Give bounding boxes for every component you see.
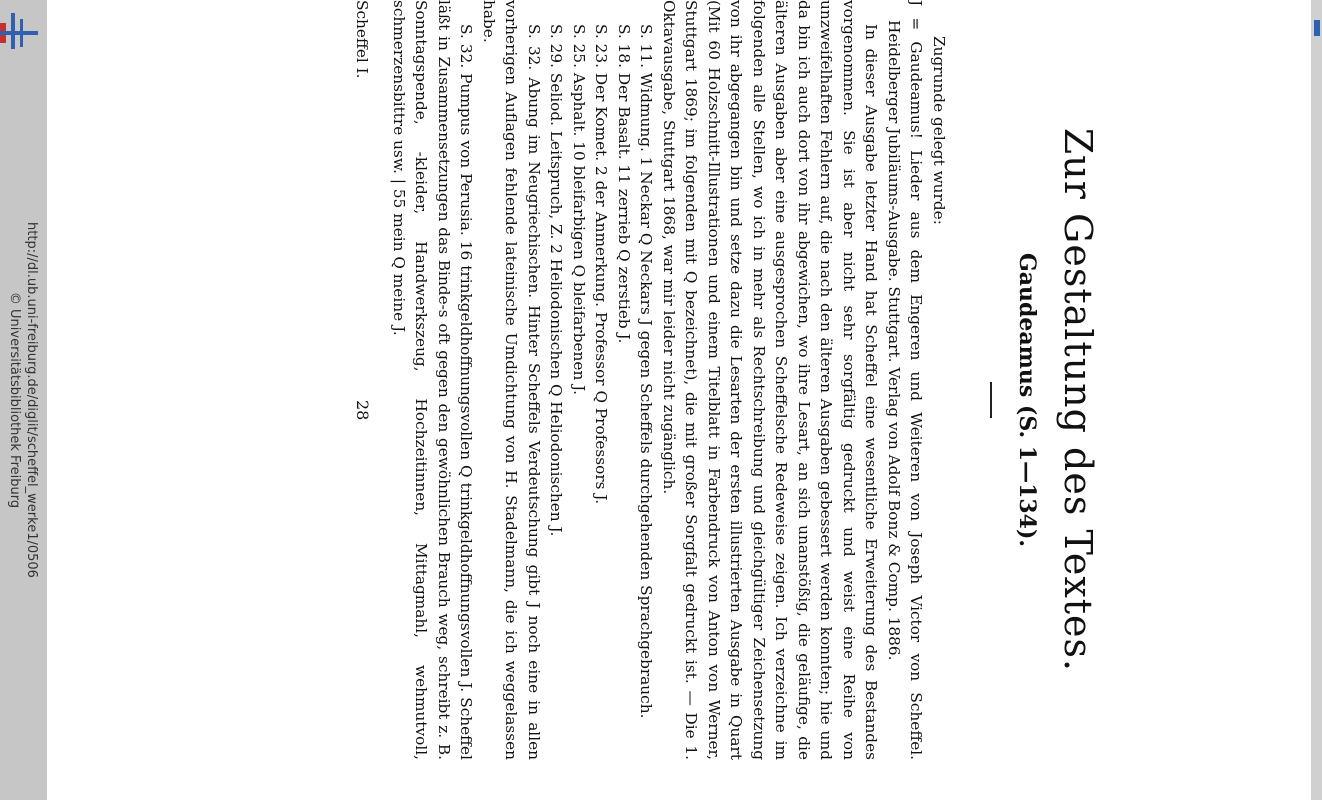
variant-line-2: S. 23. Der Komet. 2 der Anmerkung. Professor Q Professors J. <box>592 24 611 505</box>
scroll-marker-icon <box>1314 20 1320 36</box>
title-divider <box>990 382 992 418</box>
page-header <box>990 0 1100 760</box>
rotated-page-content <box>40 0 1100 760</box>
page-footer <box>346 0 374 760</box>
intro-line: Zugrunde gelegt wurde: <box>930 36 948 225</box>
source-info <box>6 0 40 800</box>
signature-mark: Scheffel I. <box>353 0 372 79</box>
paragraph-1: In dieser Ausgabe letzter Hand hat Scheffel eine wesentliche Erweiterung des Bestandes vorgenommen. Sie ist aber nicht sehr sorgfältig gedruckt und weist eine Reihe von unzweifelhaften Fehlern auf, die nach den älteren Ausgaben gebessert werden konnten; hie und da bin ich auch dort von ihr abgewichen, wo ihre Lesart, an sich unanstößig, die geläufige, die älteren Ausgaben aber eine ausgesprochen Scheffelsche Redeweise zeigen. Ich verzeichne im folgenden alle Stellen, wo ich in mehr als Rechtschreibung und gleichgültiger Zeichensetzung von ihr abgegangen bin und setze dazu die Lesarten der ersten illustrierten Ausgabe in Quart (Mit 60 Holzschnitt-Illustrationen und einem Titelblatt in Farbendruck von Anton von Werner, Stuttgart 1869; im folgenden mit Q bezeichnet), die mit großer Sorgfalt gedruckt ist. — Die 1. Oktavausgabe, Stuttgart 1868, war mir leider nicht zugänglich. <box>660 0 881 760</box>
body-text <box>346 0 951 760</box>
paragraph-3: S. 32. Pumpus von Perusia. 16 trinkgeldhoffnungsvollen Q trinkgeldhoffnungsvollen J. Scheffel läßt in Zusammensetzungen das Binde-s oft gegen den gewöhnlichen Brauch weg, schreibt z. B. Sonntagspende, -kleider, Handwerkszeug, Hochzeitinnen, Mittagmahl, wehmutvoll, schmerzensbittre usw. | 55 mein Q meine J. <box>390 0 476 760</box>
paragraph-2: S. 11. Widmung. 1 Neckar Q Neckars J gegen Scheffels durchgehenden Sprachgebrauch. <box>637 24 656 719</box>
variant-line-3: S. 25. Asphalt. 10 bleifarbigen Q bleifarbenen J. <box>570 24 588 395</box>
copyright-notice: © Universitätsbibliothek Freiburg <box>7 291 22 509</box>
variant-line-1: S. 18. Der Basalt. 11 zerrieb Q zerstieb J. <box>615 24 633 344</box>
right-scrollbar[interactable] <box>1311 0 1322 800</box>
variant-line-5: S. 32. Abung im Neugriechischen. Hinter Scheffels Verdeutschung gibt J noch eine in allen vorherigen Auflagen fehlende lateinische Umdichtung von H. Stadelmann, die ich weggelassen habe. <box>480 0 543 760</box>
variant-line-4: S. 29. Seliod. Leitspruch, Z. 2 Heliodonischen Q Heliodonischen J. <box>547 24 566 537</box>
source-citation: J = Gaudeamus! Lieder aus dem Engeren und Weiteren von Joseph Victor von Scheffel. Heidelberger Jubiläums-Ausgabe. Stuttgart. Verlag von Adolf Bonz & Comp. 1886. <box>885 0 926 760</box>
page-number: 28 <box>353 400 373 421</box>
section-subtitle: Gaudeamus (S. 1—134). <box>1014 252 1040 548</box>
page-title: Zur Gestaltung des Textes. <box>1056 127 1100 673</box>
document-page <box>60 0 1300 800</box>
source-url[interactable]: http://dl.ub.uni-freiburg.de/diglit/scheffel_werke1/0506 <box>24 222 39 578</box>
